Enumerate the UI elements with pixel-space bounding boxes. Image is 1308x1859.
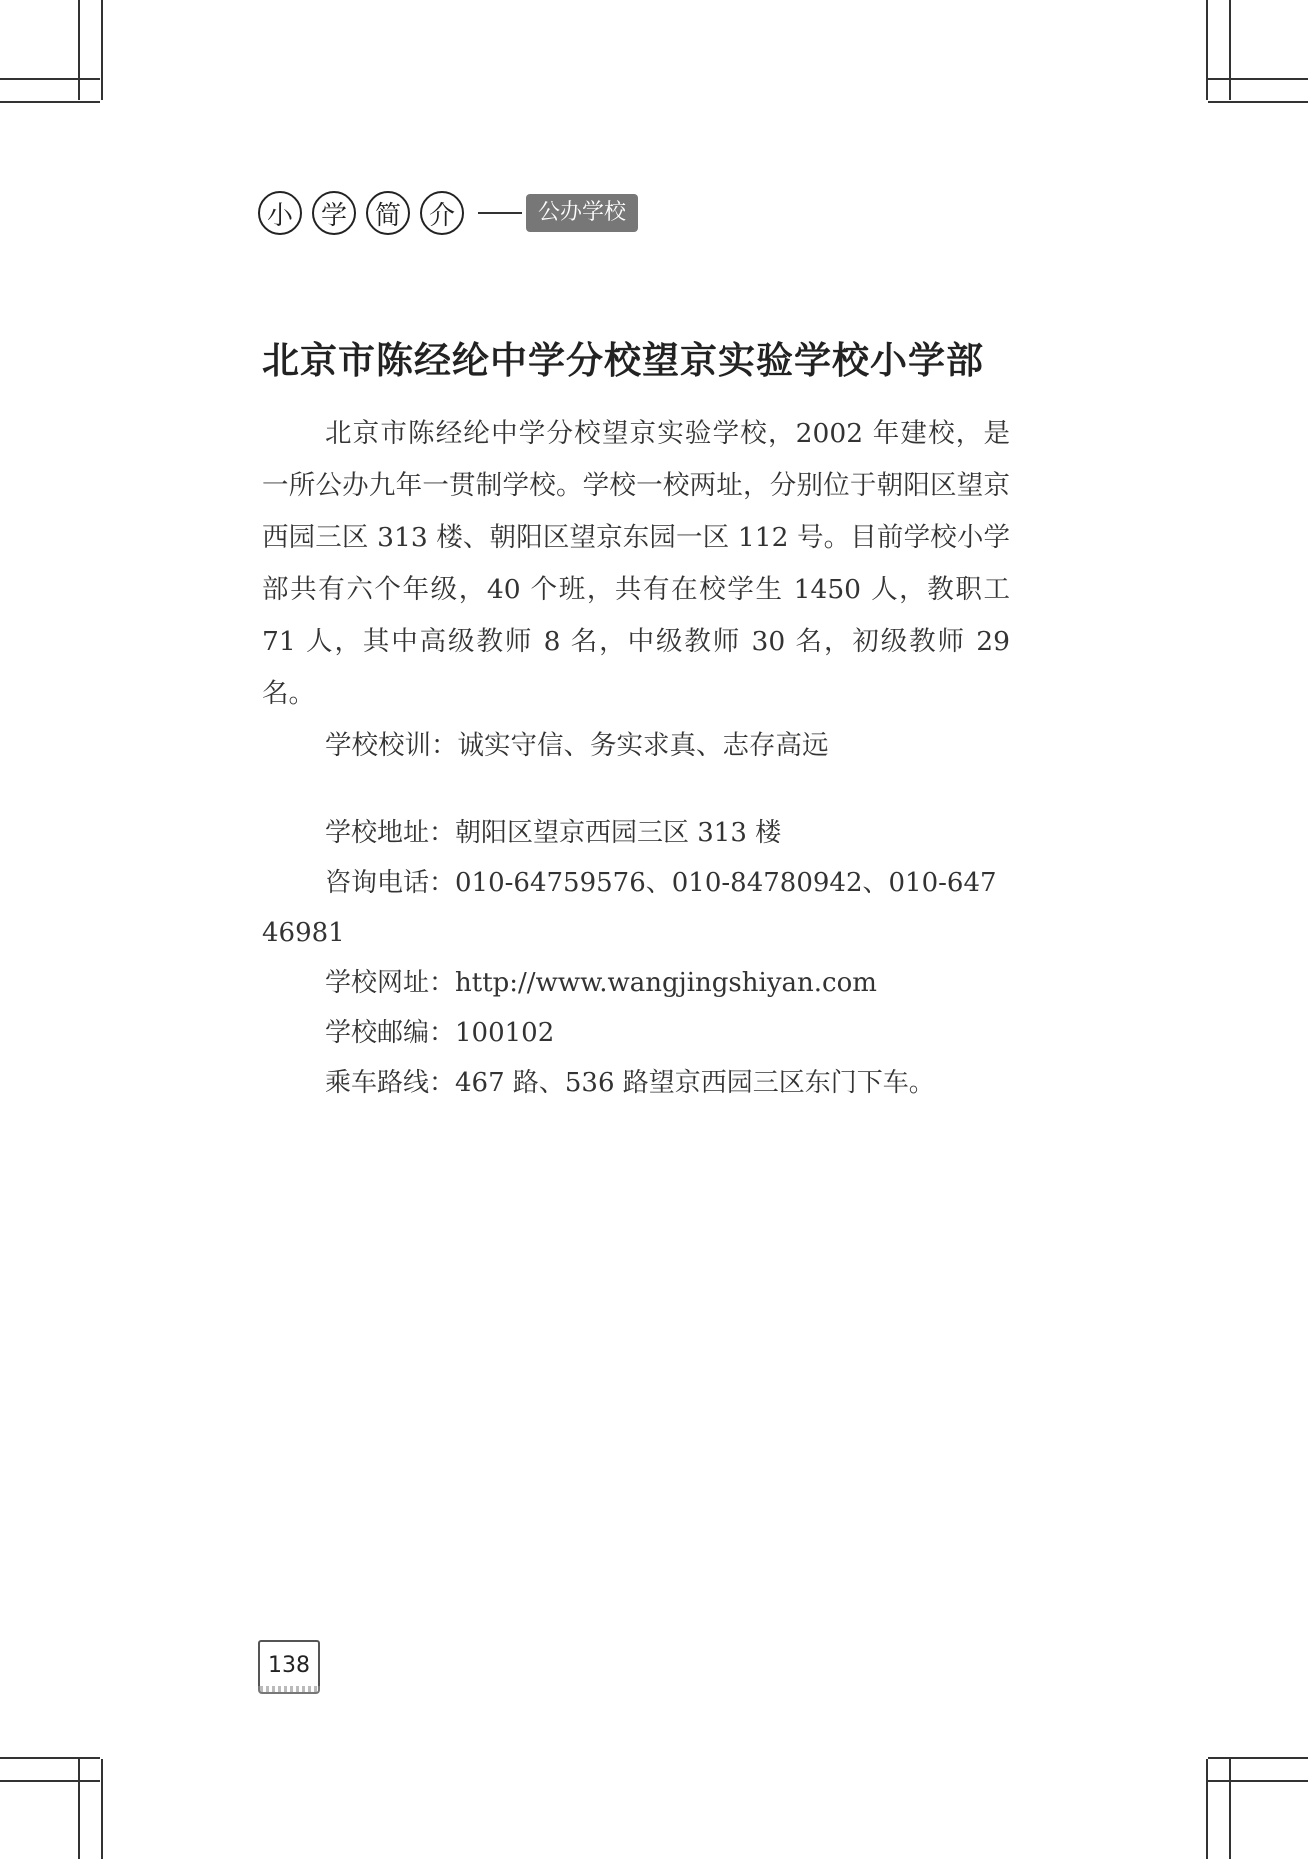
intro-paragraph: 北京市陈经纶中学分校望京实验学校，2002 年建校，是一所公办九年一贯制学校。学校一校两址，分别位于朝阳区望京西园三区 313 楼、朝阳区望京东园一区 112 号。目前学校小学部共有六个年级，40 个班，共有在校学生 1450 人，教职工 71 人，其中高级教师 8 名，中级教师 30 名，初级教师 29 名。 bbox=[262, 418, 1010, 709]
crop-mark bbox=[1206, 0, 1208, 100]
section-char: 学 bbox=[312, 191, 356, 235]
crop-mark bbox=[0, 78, 100, 80]
school-website: 学校网址：http://www.wangjingshiyan.com bbox=[325, 968, 877, 998]
school-phone: 咨询电话：010-64759576、010-84780942、010-64746981 bbox=[262, 868, 997, 948]
school-address: 学校地址：朝阳区望京西园三区 313 楼 bbox=[325, 818, 782, 848]
school-postcode: 学校邮编：100102 bbox=[325, 1018, 555, 1048]
crop-mark bbox=[1208, 1780, 1308, 1782]
section-char: 小 bbox=[258, 191, 302, 235]
section-char: 简 bbox=[366, 191, 410, 235]
crop-mark bbox=[101, 0, 103, 100]
header-divider-line bbox=[478, 212, 522, 214]
crop-mark bbox=[1208, 101, 1308, 103]
crop-mark bbox=[1229, 0, 1231, 100]
crop-mark bbox=[1208, 1757, 1308, 1759]
bus-route: 乘车路线：467 路、536 路望京西园三区东门下车。 bbox=[325, 1068, 935, 1098]
section-header bbox=[258, 188, 638, 238]
crop-mark bbox=[1208, 78, 1308, 80]
book-icon bbox=[258, 1686, 320, 1694]
crop-mark bbox=[0, 1780, 100, 1782]
section-char: 介 bbox=[420, 191, 464, 235]
page-title: 北京市陈经纶中学分校望京实验学校小学部 bbox=[262, 339, 984, 382]
crop-mark bbox=[1229, 1759, 1231, 1859]
page-number: 138 bbox=[258, 1640, 320, 1690]
crop-mark bbox=[78, 1759, 80, 1859]
crop-mark bbox=[0, 1757, 100, 1759]
crop-mark bbox=[0, 101, 100, 103]
crop-mark bbox=[101, 1759, 103, 1859]
school-info bbox=[262, 808, 1010, 1108]
crop-mark bbox=[78, 0, 80, 100]
school-motto: 学校校训：诚实守信、务实求真、志存高远 bbox=[325, 730, 829, 761]
intro-content bbox=[262, 408, 1010, 772]
category-tag: 公办学校 bbox=[526, 194, 638, 232]
crop-mark bbox=[1206, 1759, 1208, 1859]
